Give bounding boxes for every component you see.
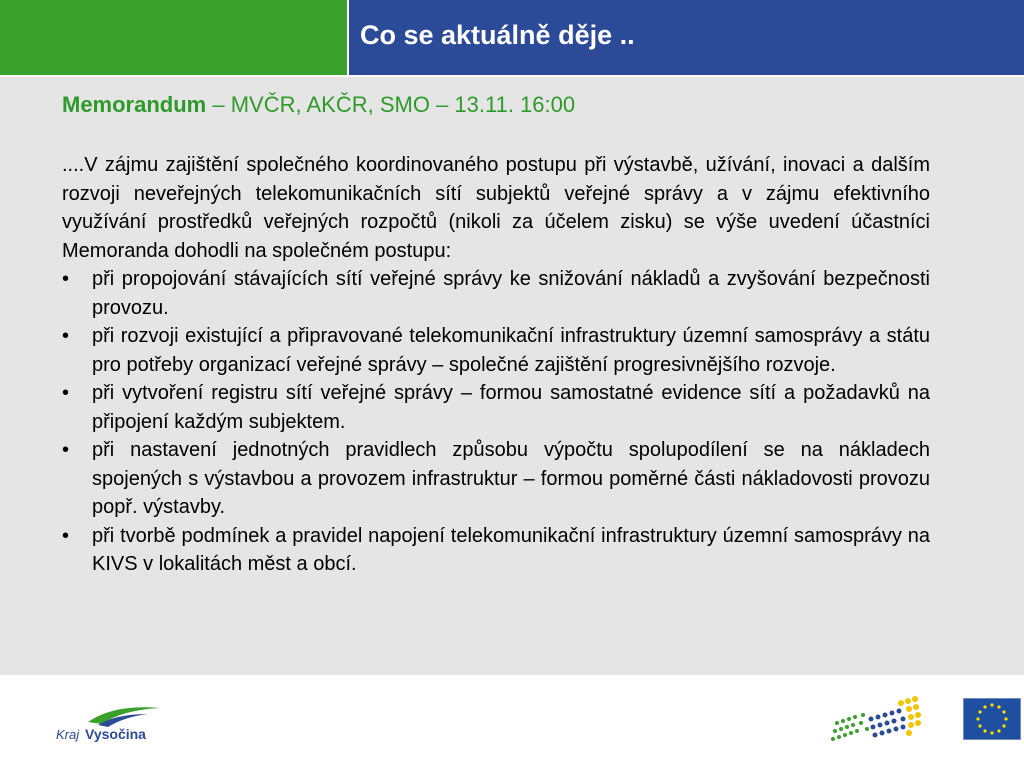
slide-title: Co se aktuálně děje .. (360, 20, 635, 50)
eu-flag-icon (963, 698, 1021, 740)
list-item (62, 379, 930, 436)
memo-title-bold: Memorandum (62, 92, 207, 117)
bullet-list (62, 265, 930, 579)
memo-heading (62, 92, 575, 118)
memo-title-rest: – MVČR, AKČR, SMO – 13.11. 16:00 (206, 92, 576, 117)
bullet-text: při nastavení jednotných pravidlech způsobu výpočtu spolupodílení se na nákladech spojených s výstavbou a provozem infrastruktur – formou poměrné části nákladovosti provozu popř. výstavby. (92, 439, 930, 518)
bullet-icon: • (62, 382, 70, 404)
logo-vysocina-text: Vysočina (85, 726, 146, 742)
logo-kraj-text: Kraj (56, 727, 80, 742)
kraj-vysocina-logo (52, 700, 172, 745)
list-item (62, 322, 930, 379)
list-item (62, 265, 930, 322)
bullet-icon: • (62, 439, 70, 461)
bullet-text: při rozvoji existující a připravované telekomunikační infrastruktury územní samosprávy a státu pro potřeby organizací veřejné správy – společné zajištění progresivnějšího rozvoje. (92, 325, 930, 376)
bullet-icon: • (62, 325, 70, 347)
header-green-block (0, 0, 347, 75)
list-item (62, 522, 930, 579)
bullet-text: při vytvoření registru sítí veřejné správy – formou samostatné evidence sítí a požadavků na připojení každým subjektem. (92, 382, 930, 433)
body-text (62, 151, 930, 579)
bullet-icon: • (62, 524, 70, 547)
bullet-icon: • (62, 268, 70, 290)
logo-swoosh-icon (88, 707, 160, 724)
bullet-text: při propojování stávajících sítí veřejné správy ke snižování nákladů a zvyšování bezpečnosti provozu. (92, 268, 930, 319)
bullet-text: při tvorbě podmínek a pravidel napojení telekomunikační infrastruktury územní samosprávy na KIVS v lokalitách měst a obcí. (92, 524, 930, 575)
list-item (62, 436, 930, 522)
intro-paragraph: ....V zájmu zajištění společného koordinovaného postupu při výstavbě, užívání, inovaci a dalším rozvoji neveřejných telekomunikačních sítí subjektů veřejné správy a v zájmu efektivního využívání prostředků veřejných rozpočtů (nikoli za účelem zisku) se výše uvedení účastníci Memoranda dohodli na společném postupu: (62, 154, 930, 262)
dotted-network-logo-icon (825, 693, 925, 745)
